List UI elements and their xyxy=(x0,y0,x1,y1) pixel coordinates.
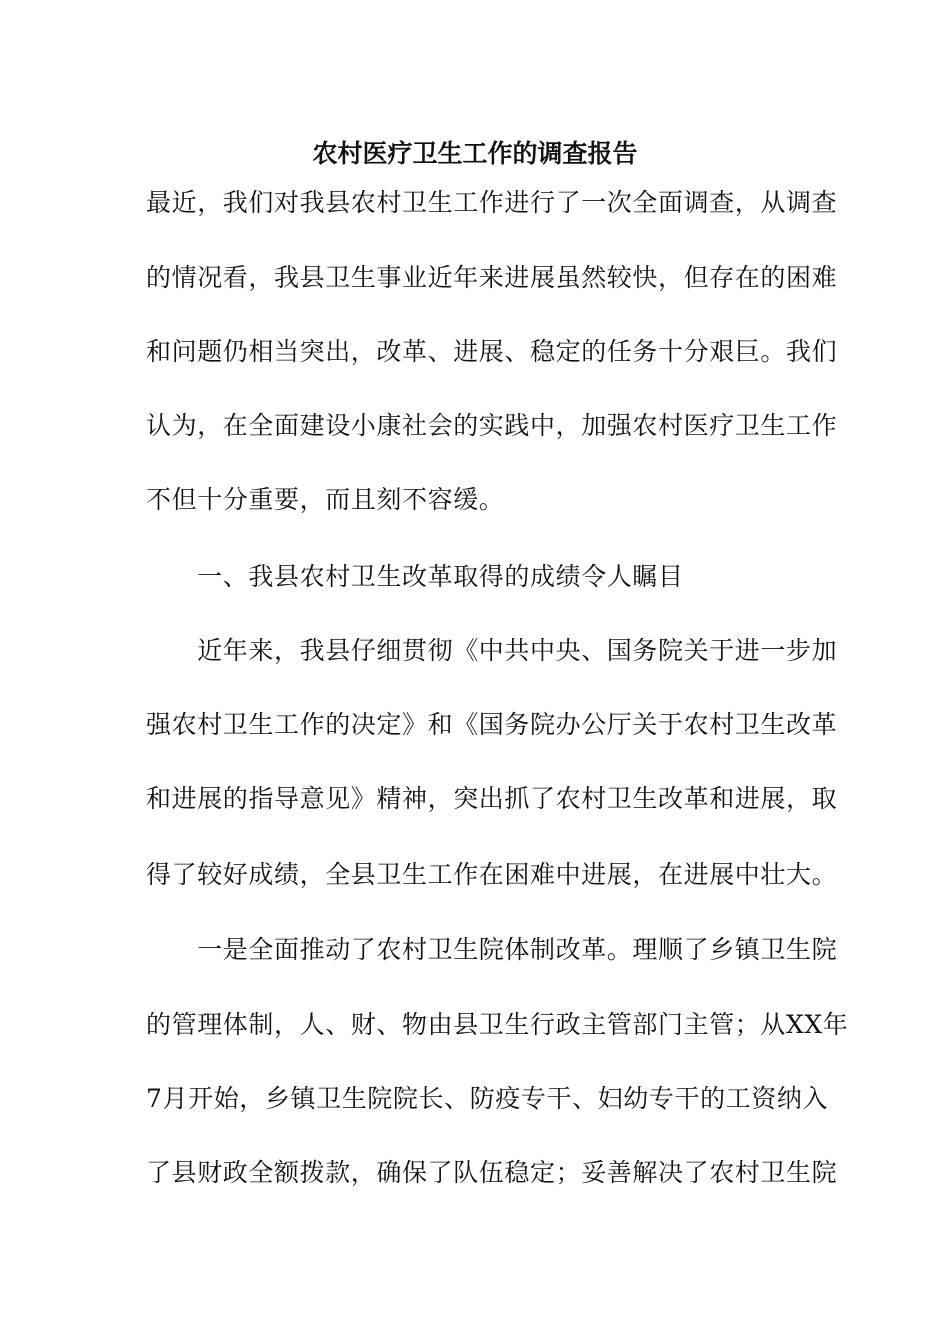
body-line-2: 的情况看，我县卫生事业近年来进展虽然较快，但存在的困难 xyxy=(146,263,838,292)
body-line-3: 和问题仍相当突出，改革、进展、稳定的任务十分艰巨。我们 xyxy=(146,337,838,366)
body-line-10: 一是全面推动了农村卫生院体制改革。理顺了乡镇卫生院 xyxy=(146,935,838,964)
body-line-1: 最近，我们对我县农村卫生工作进行了一次全面调查，从调查 xyxy=(146,188,838,217)
body-line-6: 近年来，我县仔细贯彻《中共中央、国务院关于进一步加 xyxy=(146,636,838,665)
body-line-11: 的管理体制，人、财、物由县卫生行政主管部门主管；从XX年 xyxy=(146,1010,849,1039)
document-title: 农村医疗卫生工作的调查报告 xyxy=(312,139,638,168)
body-line-8: 和进展的指导意见》精神，突出抓了农村卫生改革和进展，取 xyxy=(146,784,838,813)
body-line-13: 了县财政全额拨款，确保了队伍稳定；妥善解决了农村卫生院 xyxy=(146,1158,838,1187)
body-line-9: 得了较好成绩，全县卫生工作在困难中进展，在进展中壮大。 xyxy=(146,860,838,889)
body-line-12: 7月开始，乡镇卫生院院长、防疫专干、妇幼专干的工资纳入 xyxy=(146,1084,829,1113)
body-line-7: 强农村卫生工作的决定》和《国务院办公厅关于农村卫生改革 xyxy=(146,710,838,739)
body-line-4: 认为，在全面建设小康社会的实践中，加强农村医疗卫生工作 xyxy=(146,411,838,440)
body-line-5: 不但十分重要，而且刻不容缓。 xyxy=(146,485,505,514)
section-heading-1: 一、我县农村卫生改革取得的成绩令人瞩目 xyxy=(146,562,684,591)
